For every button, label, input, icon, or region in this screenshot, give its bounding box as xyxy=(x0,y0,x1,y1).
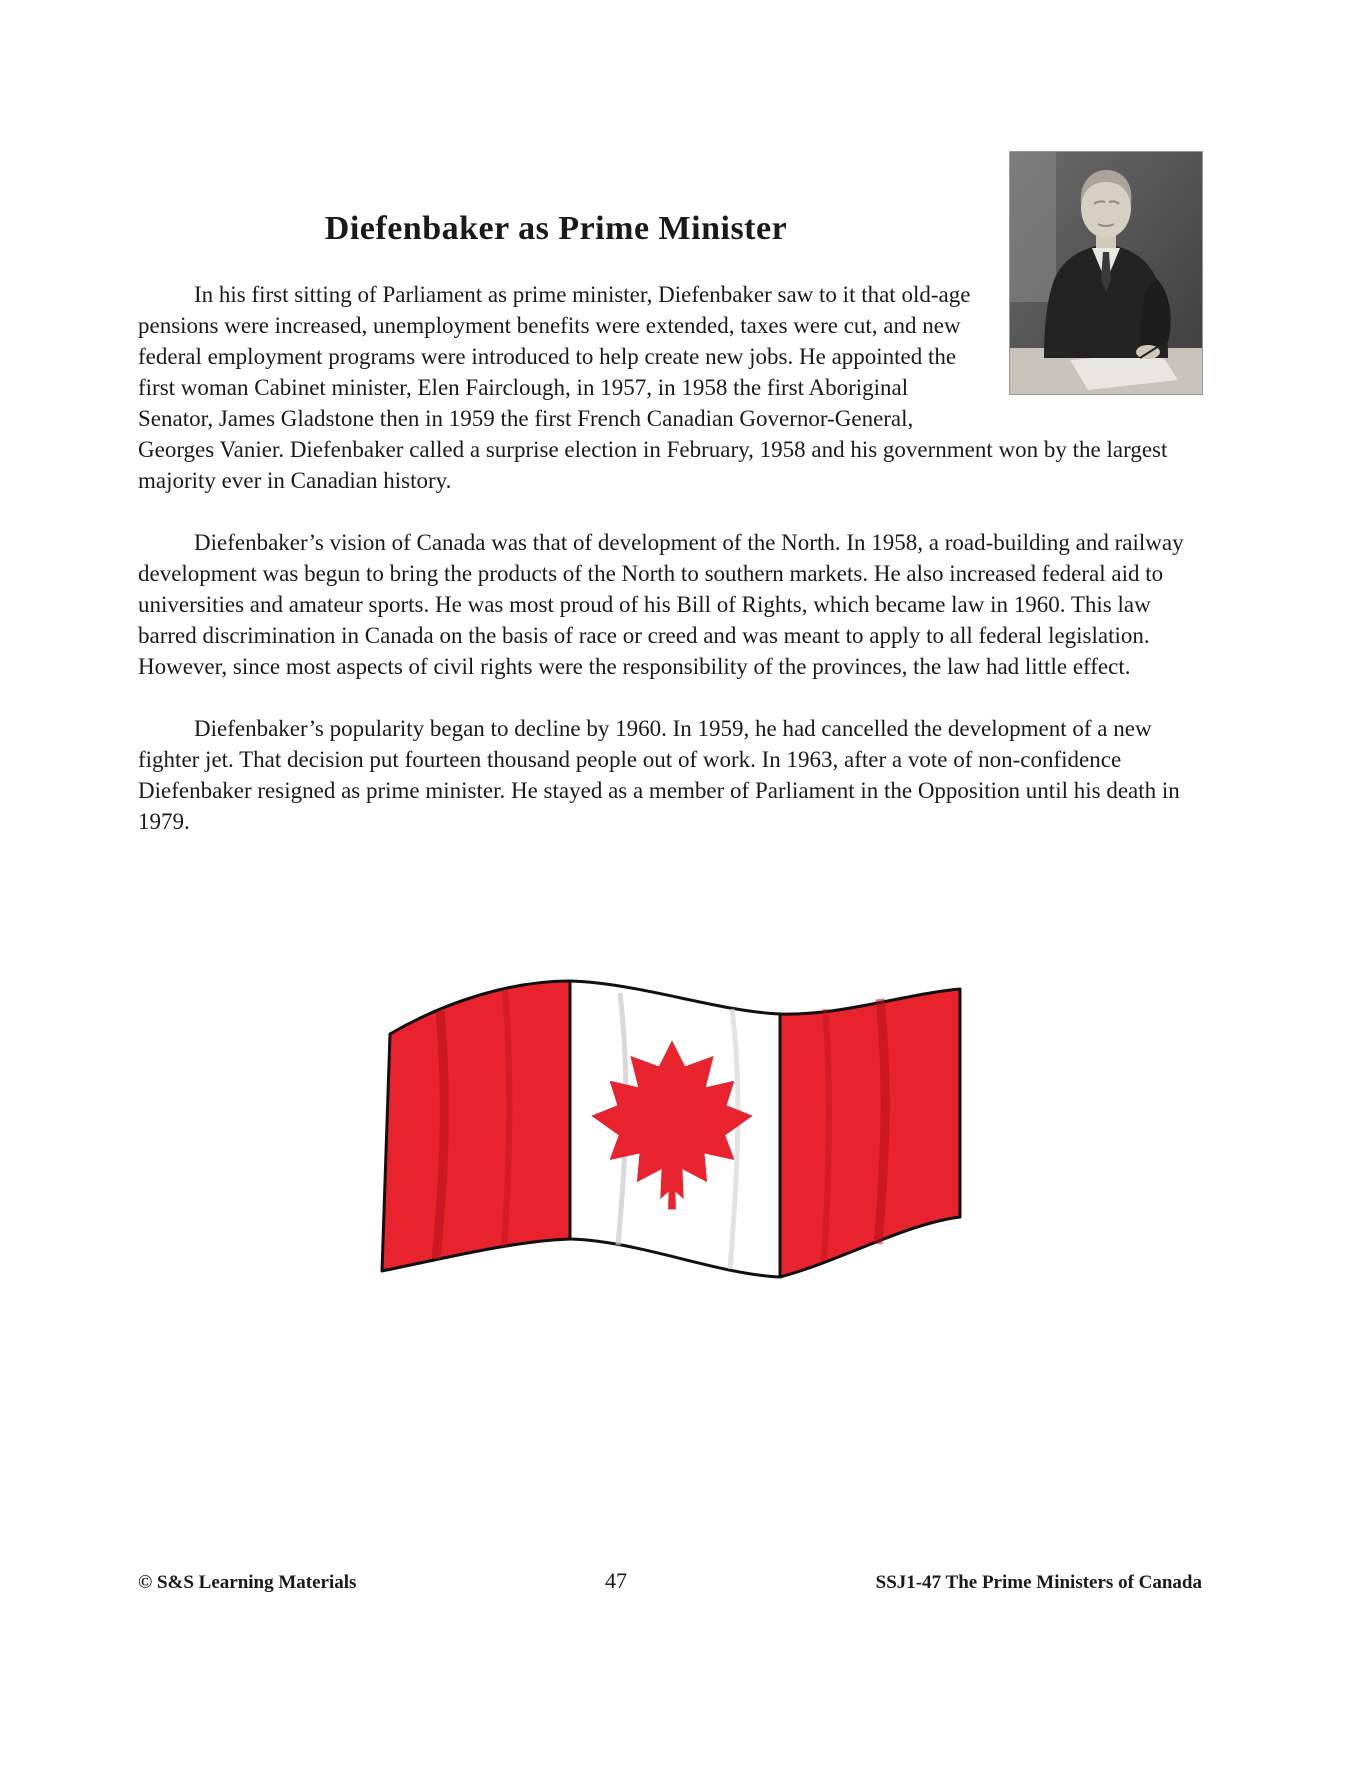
canadian-flag-illustration xyxy=(320,899,980,1329)
document-body xyxy=(138,152,1202,1329)
page-footer xyxy=(138,1568,1202,1594)
paragraph-3: Diefenbaker’s popularity began to decline by 1960. In 1959, he had cancelled the development of a new fighter jet. That decision put fourteen thousand people out of work. In 1963, after a vote of non-confidence Diefenbaker resigned as prime minister. He stayed as a member of Parliament in the Opposition until his death in 1979. xyxy=(138,716,1180,834)
footer-doc-title: SSJ1-47 The Prime Ministers of Canada xyxy=(875,1572,1202,1593)
footer-copyright: © S&S Learning Materials xyxy=(138,1572,357,1593)
portrait-photo-illustration xyxy=(1010,152,1202,394)
page-title: Diefenbaker as Prime Minister xyxy=(324,210,788,247)
diefenbaker-portrait-photo xyxy=(1010,152,1202,394)
paragraph-1: In his first sitting of Parliament as prime minister, Diefenbaker saw to it that old-age pensions were increased, unemployment benefits were extended, taxes were cut, and new federal employment programs were introduced to help create new jobs. He appointed the first woman Cabinet minister, Elen Fairclough, in 1957, in 1958 the first Aboriginal Senator, James Gladstone then in 1959 the first French Canadian Governor-General, Georges Vanier. Diefenbaker called a surprise election in February, 1958 and his government won by the largest majority ever in Canadian history. xyxy=(138,282,1168,493)
paragraph-2: Diefenbaker’s vision of Canada was that of development of the North. In 1958, a road-building and railway development was begun to bring the products of the North to southern markets. He also increased federal aid to universities and amateur sports. He was most proud of his Bill of Rights, which became law in 1960. This law barred discrimination in Canada on the basis of race or creed and was meant to apply to all federal legislation. However, since most aspects of civil rights were the responsibility of the provinces, the law had little effect. xyxy=(138,530,1184,679)
waving-canadian-flag xyxy=(320,899,980,1329)
footer-page-number: 47 xyxy=(605,1568,628,1593)
